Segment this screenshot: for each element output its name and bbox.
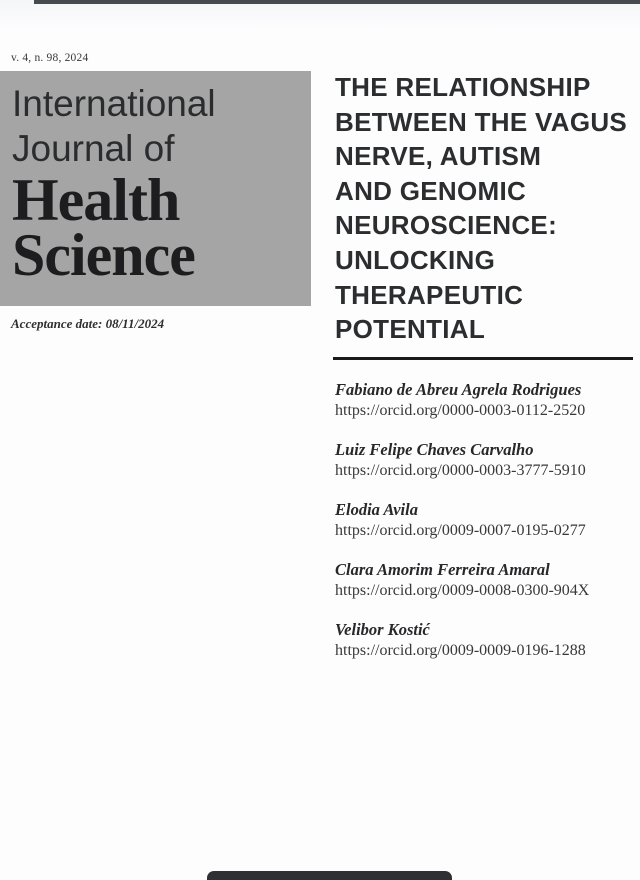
article-title-line: NERVE, AUTISM: [335, 141, 542, 172]
author-item: [335, 619, 635, 661]
journal-name-sans: [12, 81, 311, 171]
journal-name-line: Health: [12, 167, 180, 233]
issue-info: v. 4, n. 98, 2024: [11, 52, 89, 64]
author-item: [335, 499, 635, 541]
author-orcid-link[interactable]: https://orcid.org/0009-0009-0196-1288: [335, 642, 586, 659]
article-title-line: POTENTIAL: [335, 314, 486, 345]
author-name: Elodia Avila: [335, 500, 418, 519]
author-list: [335, 379, 635, 679]
article-title-line: THE RELATIONSHIP: [335, 72, 591, 102]
journal-name-line: Science: [12, 222, 195, 288]
article-title-line: UNLOCKING: [335, 244, 496, 275]
author-item: [335, 379, 635, 421]
article-title-line: THERAPEUTIC: [335, 279, 524, 310]
article-title: [335, 70, 635, 347]
author-name: Velibor Kostić: [335, 620, 430, 639]
author-name: Luiz Felipe Chaves Carvalho: [335, 440, 534, 459]
author-name: Fabiano de Abreu Agrela Rodrigues: [335, 380, 582, 399]
author-orcid-link[interactable]: https://orcid.org/0000-0003-3777-5910: [335, 462, 586, 479]
top-divider-line: [34, 0, 640, 4]
author-orcid-link[interactable]: https://orcid.org/0009-0008-0300-904X: [335, 582, 590, 599]
author-item: [335, 439, 635, 481]
article-title-line: AND GENOMIC: [335, 175, 527, 206]
journal-name-line: Journal of: [12, 128, 175, 169]
article-title-line: NEUROSCIENCE:: [335, 210, 558, 241]
author-orcid-link[interactable]: https://orcid.org/0009-0007-0195-0277: [335, 522, 586, 539]
title-divider-rule: [333, 357, 633, 360]
journal-name-line: International: [12, 83, 216, 124]
author-name: Clara Amorim Ferreira Amaral: [335, 560, 550, 579]
page-top-band: [0, 0, 640, 30]
acceptance-date: Acceptance date: 08/11/2024: [11, 316, 165, 331]
article-title-line: BETWEEN THE VAGUS: [335, 106, 628, 137]
journal-name-serif: [12, 167, 311, 288]
author-item: [335, 559, 635, 601]
author-orcid-link[interactable]: https://orcid.org/0000-0003-0112-2520: [335, 402, 586, 419]
bottom-toolbar[interactable]: [207, 871, 452, 880]
journal-banner: [0, 71, 311, 306]
